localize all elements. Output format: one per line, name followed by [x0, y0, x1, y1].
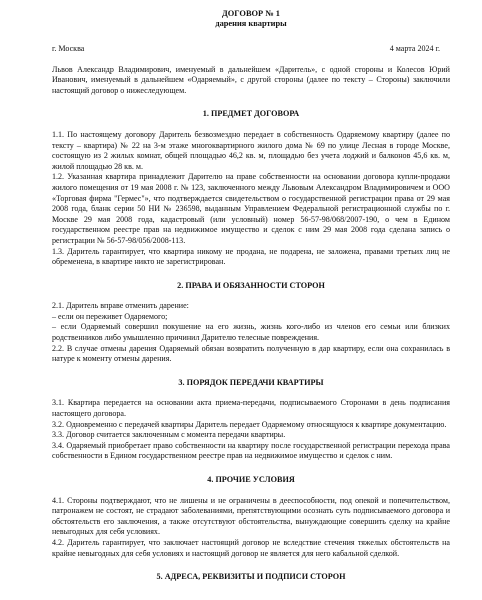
section-other — [52, 475, 450, 559]
intro-paragraph: Львов Александр Владимирович, именуемый в дальнейшем «Даритель», с одной стороны и Колесов Юрий Иванович, именуемый в дальнейшем «Одаряемый», с другой стороны (далее по тексту – Стороны) заключили настоящий договор о нижеследующем. — [52, 64, 450, 95]
clause-3-3: 3.3. Договор считается заключенным с момента передачи квартиры. — [52, 430, 286, 440]
place-date-row — [52, 44, 450, 55]
section-subject — [52, 109, 450, 267]
city: г. Москва — [52, 44, 85, 53]
clause-3-4: 3.4. Одаряемый приобретает право собственности на квартиру после государственной регистрации перехода права собственности в Едином государственном реестре прав на недвижимое имущество и сделок с ним. — [52, 440, 450, 461]
clause-4-1: 4.1. Стороны подтверждают, что не лишены и не ограничены в дееспособности, под опекой и попечительством, патронажем не состоят, не страдают заболеваниями, препятствующими осознать суть подписываемого договора и обстоятельств его заключения, а также отсутствуют обстоятельства, вынуждающие совершить сделку на крайне невыгодных для себя условиях. — [52, 495, 450, 537]
clause-3-1: 3.1. Квартира передается на основании акта приема-передачи, подписываемого Сторонами в день подписания настоящего договора. — [52, 398, 450, 419]
clause-2-1-b: – если Одаряемый совершил покушение на его жизнь, жизнь кого-либо из членов его семьи или близких родственников либо умышленно причинил Дарителю телесные повреждения. — [52, 322, 450, 343]
section-rights — [52, 281, 450, 365]
clause-4-2: 4.2. Даритель гарантирует, что заключает настоящий договор не вследствие стечения тяжелых обстоятельств на крайне невыгодных для себя условиях и настоящий договор не является для него кабальной сделкой. — [52, 537, 450, 558]
section-addresses — [52, 572, 450, 583]
clause-3-2: 3.2. Одновременно с передачей квартиры Даритель передает Одаряемому относящуюся к квартире документацию. — [52, 419, 447, 429]
contract-date: 4 марта 2024 г. — [389, 44, 440, 53]
section-transfer — [52, 378, 450, 462]
clause-2-1-a: – если он переживет Одаряемого; — [52, 311, 168, 321]
section-heading: 5. АДРЕСА, РЕКВИЗИТЫ И ПОДПИСИ СТОРОН — [156, 572, 346, 582]
clause-1-1: 1.1. По настоящему договору Даритель безвозмездно передает в собственность Одаряемому квартиру (далее по тексту – квартира) № 22 на 3-м этаже многоквартирного жилого дома № 69 по улице Лесная в городе Москве, состоящую из 2 жилых комнат, общей площадью 46,2 кв. м, площадью без учета лоджий и балконов 45,6 кв. м, жилой площадью 28 кв. м. — [52, 129, 450, 171]
clause-2-1: 2.1. Даритель вправе отменить дарение: — [52, 301, 189, 311]
section-heading: 3. ПОРЯДОК ПЕРЕДАЧИ КВАРТИРЫ — [178, 377, 324, 387]
document-title: ДОГОВОР № 1 — [222, 9, 280, 18]
section-heading: 2. ПРАВА И ОБЯЗАННОСТИ СТОРОН — [177, 280, 325, 290]
document-subtitle: дарения квартиры — [215, 19, 287, 28]
clause-1-3: 1.3. Даритель гарантирует, что квартира никому не продана, не подарена, не заложена, правами третьих лиц не обременена, в квартире никто не зарегистрирован. — [52, 246, 450, 267]
clause-2-2: 2.2. В случае отмены дарения Одаряемый обязан возвратить полученную в дар квартиру, если она сохранилась в натуре к моменту отмены дарения. — [52, 343, 450, 364]
section-heading: 1. ПРЕДМЕТ ДОГОВОРА — [202, 109, 300, 119]
clause-1-2: 1.2. Указанная квартира принадлежит Дарителю на праве собственности на основании договора купли-продажи жилого помещения от 19 мая 2008 г. № 123, заключенного между Львовым Александром Владимировичем и ООО «Торговая фирма "Гермес"», что подтверждается свидетельством о государственной регистрации права от 29 мая 2008 года, бланк серии 50 НИ № 236598, выданным Управлением Федеральной регистрационной службы по г. Москве 29 мая 2008 года, кадастровый (или условный) номер 56-57-98/068/2007-190, о чем в Едином государственном реестре прав на недвижимое имущество и сделок с ним 29 мая 2008 года сделана запись о регистрации № 56-57-98/056/2008-113. — [52, 172, 450, 245]
section-heading: 4. ПРОЧИЕ УСЛОВИЯ — [207, 475, 295, 484]
